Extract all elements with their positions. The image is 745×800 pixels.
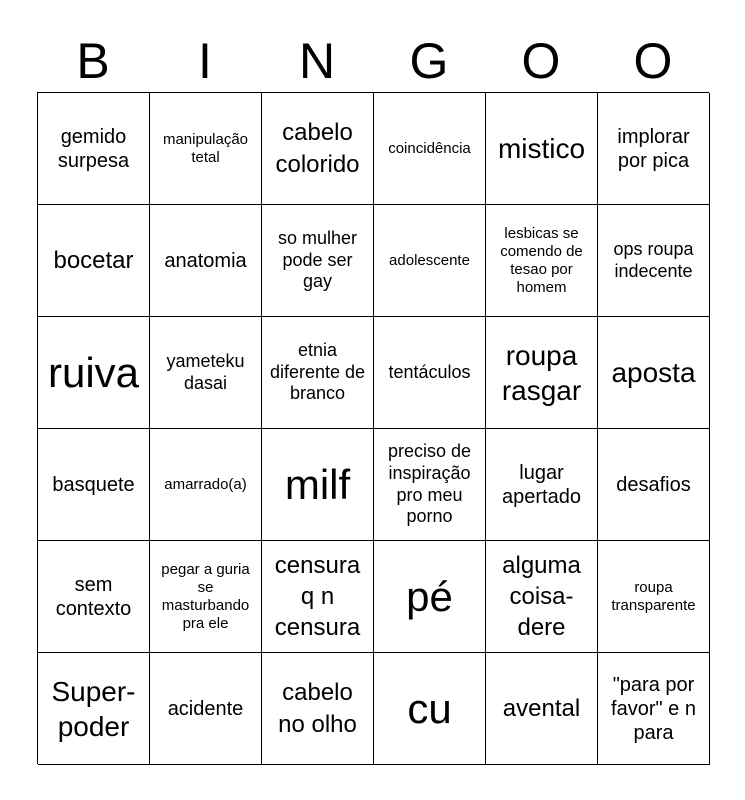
bingo-cell[interactable]: preciso de inspiração pro meu porno — [374, 429, 486, 541]
bingo-cell[interactable]: desafios — [598, 429, 710, 541]
bingo-cell[interactable]: gemido surpesa — [38, 93, 150, 205]
bingo-cell[interactable]: cu — [374, 653, 486, 765]
bingo-cell[interactable]: lesbicas se comendo de tesao por homem — [486, 205, 598, 317]
bingo-cell[interactable]: alguma coisa-dere — [486, 541, 598, 653]
bingo-cell[interactable]: ruiva — [38, 317, 150, 429]
bingo-cell[interactable]: mistico — [486, 93, 598, 205]
bingo-cell[interactable]: avental — [486, 653, 598, 765]
header-letter-o-2: O — [633, 33, 673, 89]
bingo-cell[interactable]: basquete — [38, 429, 150, 541]
bingo-cell[interactable]: implorar por pica — [598, 93, 710, 205]
bingo-cell[interactable]: Super-poder — [38, 653, 150, 765]
header-letter-i: I — [198, 33, 212, 89]
header-letter-b: B — [76, 33, 110, 89]
bingo-cell[interactable]: pegar a guria se masturbando pra ele — [150, 541, 262, 653]
bingo-cell[interactable]: tentáculos — [374, 317, 486, 429]
bingo-board — [37, 92, 709, 764]
bingo-cell[interactable]: ops roupa indecente — [598, 205, 710, 317]
bingo-cell[interactable]: roupa rasgar — [486, 317, 598, 429]
bingo-cell[interactable]: adolescente — [374, 205, 486, 317]
bingo-cell[interactable]: amarrado(a) — [150, 429, 262, 541]
bingo-header — [37, 30, 709, 92]
bingo-cell[interactable]: cabelo no olho — [262, 653, 374, 765]
bingo-cell[interactable]: pé — [374, 541, 486, 653]
bingo-cell[interactable]: "para por favor" e n para — [598, 653, 710, 765]
bingo-cell[interactable]: aposta — [598, 317, 710, 429]
bingo-cell[interactable]: yameteku dasai — [150, 317, 262, 429]
bingo-cell[interactable]: roupa transparente — [598, 541, 710, 653]
bingo-cell[interactable]: acidente — [150, 653, 262, 765]
header-letter-n: N — [298, 33, 336, 89]
bingo-cell[interactable]: lugar apertado — [486, 429, 598, 541]
bingo-cell[interactable]: so mulher pode ser gay — [262, 205, 374, 317]
bingo-cell[interactable]: coincidência — [374, 93, 486, 205]
bingo-cell[interactable]: manipulação tetal — [150, 93, 262, 205]
bingo-cell[interactable]: censura q n censura — [262, 541, 374, 653]
bingo-cell[interactable]: bocetar — [38, 205, 150, 317]
header-letter-g: G — [409, 33, 449, 89]
bingo-cell[interactable]: milf — [262, 429, 374, 541]
header-letter-o: O — [521, 33, 561, 89]
bingo-cell[interactable]: sem contexto — [38, 541, 150, 653]
bingo-cell[interactable]: etnia diferente de branco — [262, 317, 374, 429]
bingo-cell[interactable]: anatomia — [150, 205, 262, 317]
bingo-cell[interactable]: cabelo colorido — [262, 93, 374, 205]
